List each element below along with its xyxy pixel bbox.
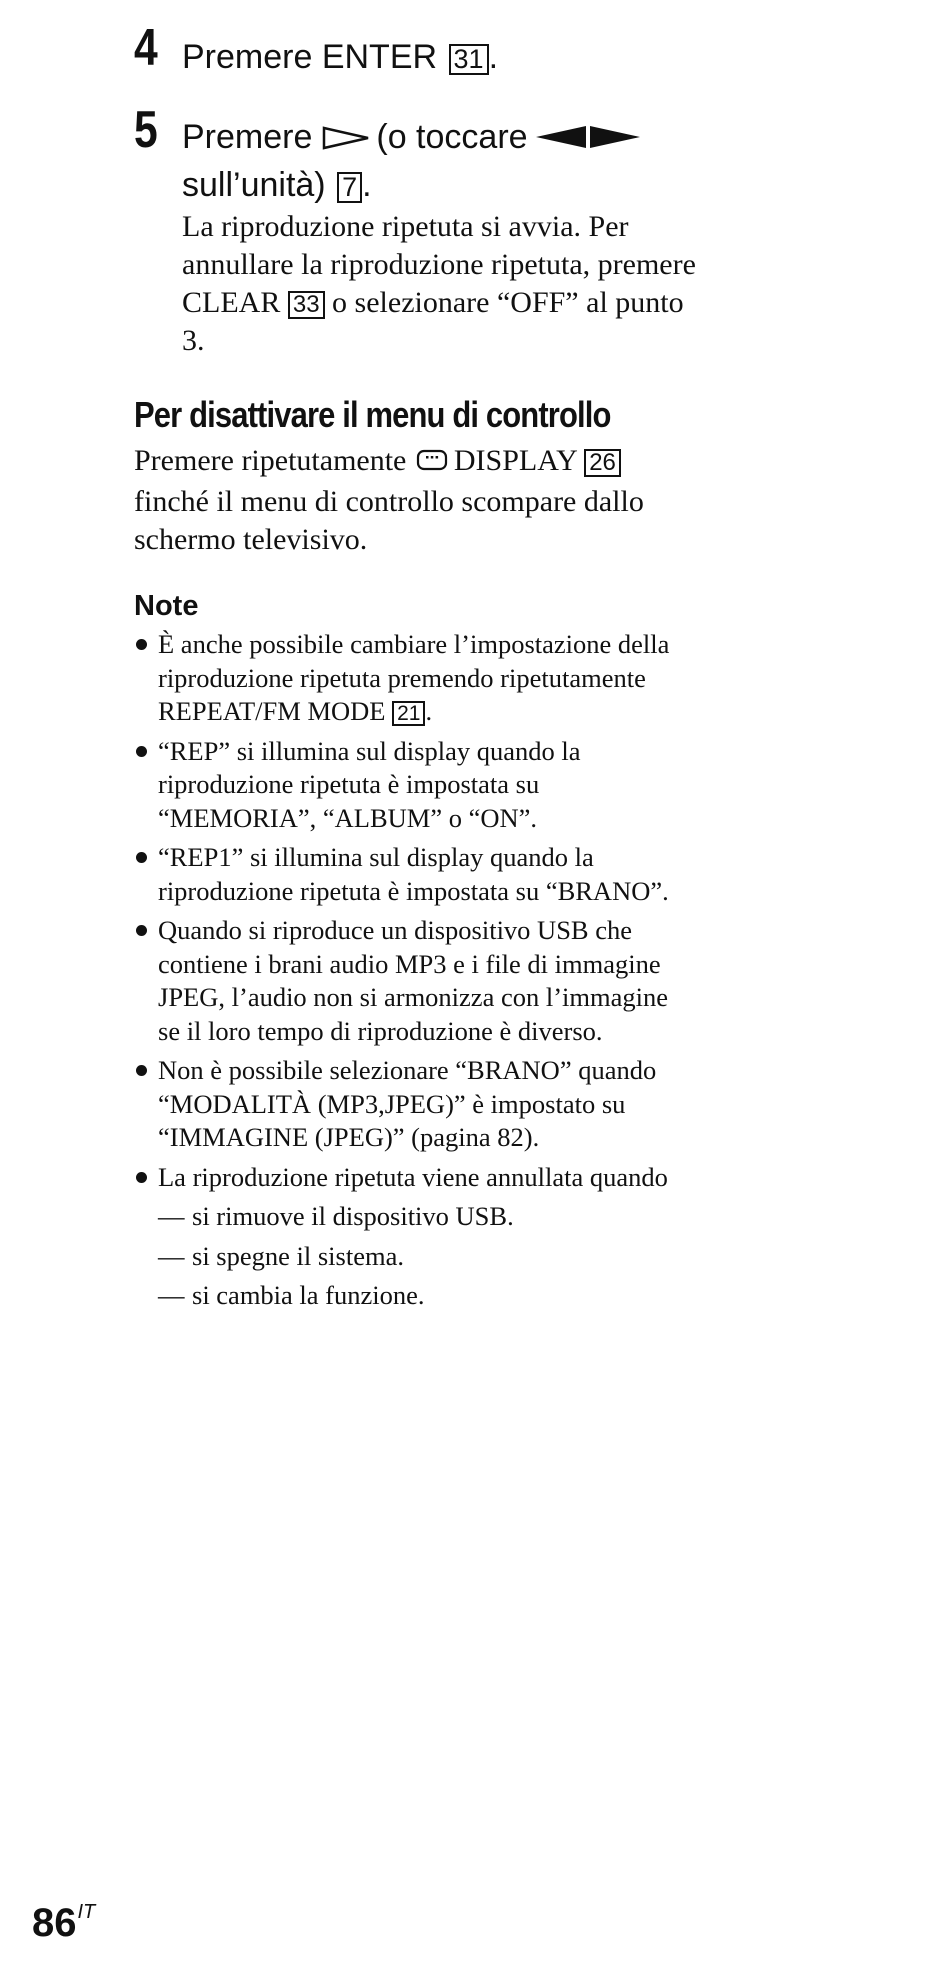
step-heading [182,114,642,208]
bullet-icon [136,925,147,936]
button-ref-box: 33 [288,291,325,319]
description-text: o selezionare “OFF” al punto 3. [182,286,684,357]
notes-heading: Note [134,590,199,622]
note-text: “REP1” si illumina sul display quando la riproduzione ripetuta è impostata su “BRANO”. [158,842,669,906]
description-text: La riproduzione ripetuta si avvia. Per annullare la riproduzione ripetuta, premere CLEAR [182,210,696,319]
dash-list-item [134,1200,674,1234]
section-text-part: DISPLAY [453,444,577,477]
section-text-part: finché il menu di controllo scompare dallo schermo televisivo. [134,485,644,556]
dash-list-item [134,1240,674,1274]
dash-marker: — [158,1201,185,1231]
list-item [134,841,674,908]
step-heading [182,34,498,80]
page-number [32,1888,95,1947]
punctuation: . [425,696,433,726]
note-text: Quando si riproduce un dispositivo USB che contiene i brani audio MP3 e i file di immagine JPEG, l’audio non si armonizza con l’immagine se il loro tempo di riproduzione è diverso. [158,915,669,1046]
note-text: Non è possibile selezionare “BRANO” quando “MODALITÀ (MP3,JPEG)” è impostato su “IMMAGINE (JPEG)” (pagina 82). [158,1055,657,1152]
left-right-arrows-icon [534,116,642,162]
dash-marker: — [158,1280,185,1310]
list-item [134,1054,674,1155]
page-number-value: 86 [32,1901,77,1945]
note-text: “REP” si illumina sul display quando la riproduzione ripetuta è impostata su “MEMORIA”, “ALBUM” o “ON”. [158,735,581,833]
section-text [134,442,674,559]
note-text: La riproduzione ripetuta viene annullata quando [158,1161,668,1192]
bullet-icon [136,1172,147,1183]
step-description [182,208,702,360]
note-text: È anche possibile cambiare l’impostazione della riproduzione ripetuta premendo ripetutamente REPEAT/FM MODE [158,629,670,726]
button-ref-box: 31 [449,44,489,75]
bullet-icon [136,1065,147,1076]
step-number: 4 [134,19,158,77]
bullet-icon [136,746,147,757]
notes-list [134,628,674,1313]
dash-item-text: si spegne il sistema. [192,1240,404,1271]
dash-item-text: si rimuove il dispositivo USB. [192,1201,514,1231]
dash-list-item [134,1279,674,1313]
punctuation: . [362,166,372,204]
step-text: sull’unità) [182,166,326,204]
list-item [134,1161,674,1195]
section-text-part: Premere ripetutamente [134,444,407,477]
section-heading: Per disattivare il menu di controllo [134,394,611,435]
step-text: Premere [182,118,313,156]
button-ref-box: 21 [392,701,425,726]
button-ref-box: 7 [337,172,362,203]
dash-marker: — [158,1240,185,1271]
step-text: (o toccare [376,118,528,156]
punctuation: . [488,38,499,76]
button-ref-box: 26 [584,449,621,477]
bullet-icon [136,852,147,863]
list-item [134,914,674,1048]
display-icon [416,445,448,483]
language-code: IT [77,1901,96,1923]
list-item [134,735,674,836]
step-number: 5 [134,101,158,159]
dash-item-text: si cambia la funzione. [192,1280,425,1310]
list-item [134,628,674,729]
bullet-icon [136,639,147,650]
step-text: Premere ENTER [182,38,438,76]
play-outline-icon [322,116,370,162]
